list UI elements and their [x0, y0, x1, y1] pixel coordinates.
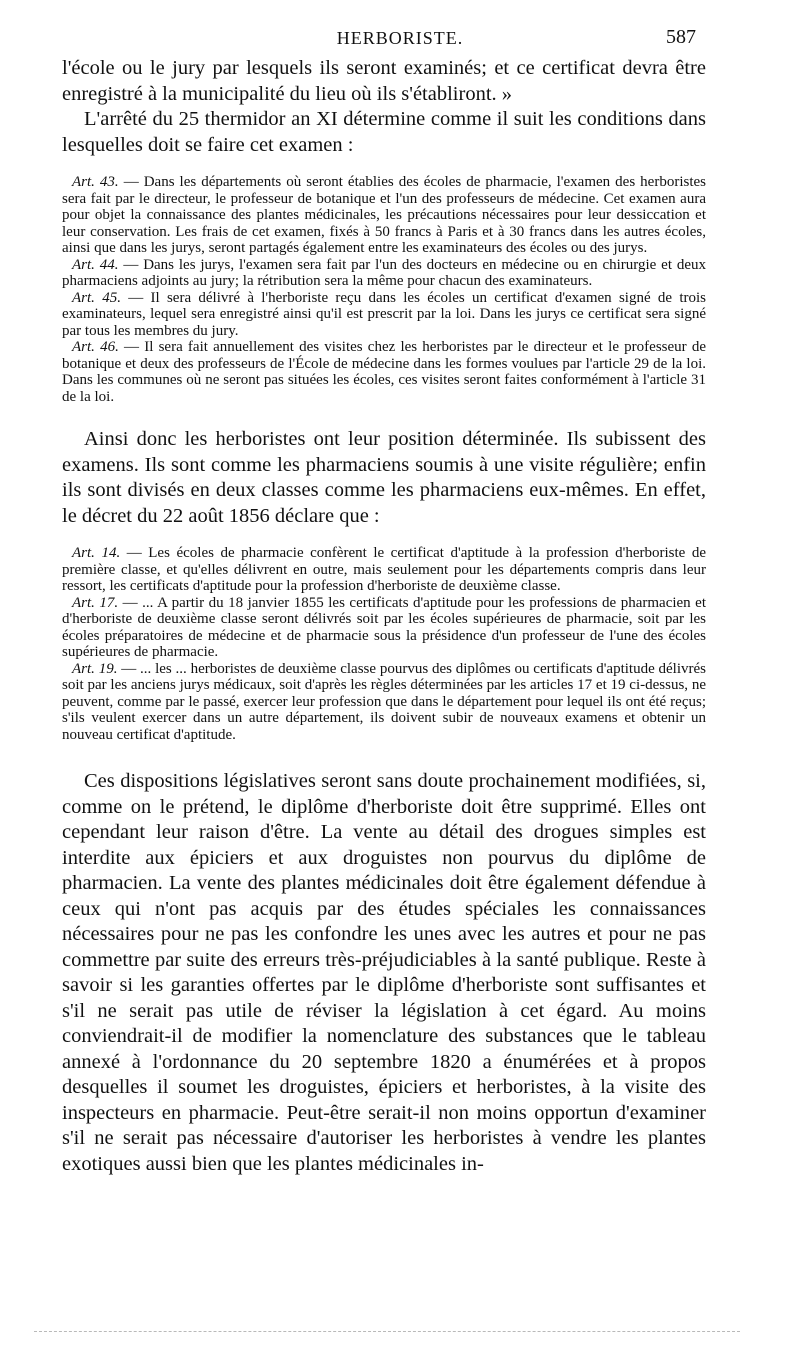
article-46 [62, 339, 706, 405]
article-44 [62, 257, 706, 290]
article-label: Art. 46. [72, 339, 119, 355]
article-text: — ... les ... herboristes de deuxième classe pourvus des diplômes ou certificats d'aptitude délivrés soit par les anciens jurys médicaux, soit d'après les règles déterminées par les articles 17 et 19 ci-dessus, ne peuvent, comme par le passé, exercer leur profession que dans le département pour lequel ils ont été reçus; s'ils veulent exercer dans un autre département, ils doivent subir de nouveaux examens et obtenir un nouveau certificat d'aptitude. [62, 660, 707, 743]
article-block-arrete [62, 174, 706, 405]
article-label: Art. 19. [72, 660, 118, 677]
page-bottom-rule [34, 1331, 740, 1332]
article-text: — Il sera délivré à l'herboriste reçu dans les écoles un certificat d'examen signé de trois examinateurs, lequel sera enregistré ainsi qu'il est prescrit par la loi. Dans les jurys ce certificat sera signé par tous les membres du jury. [62, 289, 706, 339]
article-label: Art. 17. [72, 594, 119, 611]
running-header [0, 26, 800, 52]
body-text [62, 56, 706, 1177]
article-text: — ... A partir du 18 janvier 1855 les certificats d'aptitude pour les professions de pharmacien et d'herboriste de deuxième classe seront délivrés soit par les écoles supérieures de pharmacie, soit par les écoles préparatoires de médecine et de pharmacie sous la présidence d'un professeur de l'une des écoles supérieures de pharmacie. [62, 594, 706, 660]
article-text: — Il sera fait annuellement des visites chez les herboristes par le directeur et le professeur de botanique et deux des professeurs de l'École de médecine dans les formes voulues par l'article 29 de la loi. Dans les communes où ne seront pas situées les écoles, ces visites seront faites conformément à l'article 31 de la loi. [62, 339, 706, 405]
article-text: — Dans les jurys, l'examen sera fait par l'un des docteurs en médecine ou en chirurgie et deux pharmaciens adjoints au jury; la rétribution sera la même pour chacun des examinateurs. [62, 256, 706, 289]
article-text: — Dans les départements où seront établies des écoles de pharmacie, l'examen des herboristes sera fait par le directeur, le professeur de botanique et l'un des professeurs de médecine. Cet examen aura pour objet la connaissance des plantes médicinales, les précautions nécessaires pour leur dessiccation et leur conservation. Les frais de cet examen, fixés à 50 francs à Paris et à 30 francs dans les autres écoles, ainsi que dans les jurys, seront partagés également entre les examinateurs des écoles ou des jurys. [62, 174, 706, 256]
article-label: Art. 45. [72, 289, 121, 306]
article-17 [62, 595, 706, 661]
article-43 [62, 174, 706, 257]
page-number: 587 [666, 26, 696, 48]
intro-paragraph-continued: l'école ou le jury par lesquels ils seront examinés; et ce certificat devra être enregistré à la municipalité du lieu où ils s'établiront. » [62, 57, 706, 105]
article-label: Art. 14. [72, 545, 121, 561]
intro-paragraph-arrete: L'arrêté du 25 thermidor an XI détermine comme il suit les conditions dans lesquelles doit se faire cet examen : [62, 108, 706, 156]
article-label: Art. 44. [72, 256, 119, 273]
article-14 [62, 545, 706, 595]
spacer [62, 405, 706, 427]
article-45 [62, 290, 706, 340]
article-block-decret [62, 545, 706, 743]
conclusion-paragraph: Ces dispositions législatives seront sans doute prochainement modifiées, si, comme on le prétend, le diplôme d'herboriste doit être supprimé. Elles ont cependant leur raison d'être. La vente au détail des drogues simples est interdite aux épiciers et aux droguistes non pourvus du diplôme de pharmacien. La vente des plantes médicinales doit être également défendue à ceux qui n'ont pas acquis par des études spéciales les connaissances nécessaires pour ne pas les confondre les unes avec les autres et pour ne pas commettre par suite des erreurs très-préjudiciables à la santé publique. Reste à savoir si les garanties offertes par le diplôme d'herboriste sont suffisantes et s'il ne serait pas utile de réviser la législation à cet égard. Au moins conviendrait-il de modifier la nomenclature des substances que le tableau annexé à l'ordonnance du 20 septembre 1820 a énumérées et à propos desquelles il soumet les droguistes, épiciers et herboristes, à la visite des inspecteurs en pharmacie. Peut-être serait-il non moins opportun d'examiner s'il ne serait pas nécessaire d'autoriser les herboristes à vendre les plantes exotiques aussi bien que les plantes médicinales in- [62, 770, 706, 1175]
article-19 [62, 661, 706, 744]
running-title: HERBORISTE. [336, 28, 464, 48]
spacer [62, 743, 706, 769]
article-text: — Les écoles de pharmacie confèrent le certificat d'aptitude à la profession d'herboriste de première classe, et qu'elles délivrent en outre, mais seulement pour les départements compris dans leur ressort, les certificats d'aptitude pour la profession d'herboriste de deuxième classe. [62, 545, 706, 594]
middle-paragraph: Ainsi donc les herboristes ont leur position déterminée. Ils subissent des examens. Ils sont comme les pharmaciens soumis à une visite régulière; enfin ils sont divisés en deux classes comme les pharmaciens eux-mêmes. En effet, le décret du 22 août 1856 déclare que : [62, 428, 706, 527]
article-label: Art. 43. [72, 174, 119, 190]
